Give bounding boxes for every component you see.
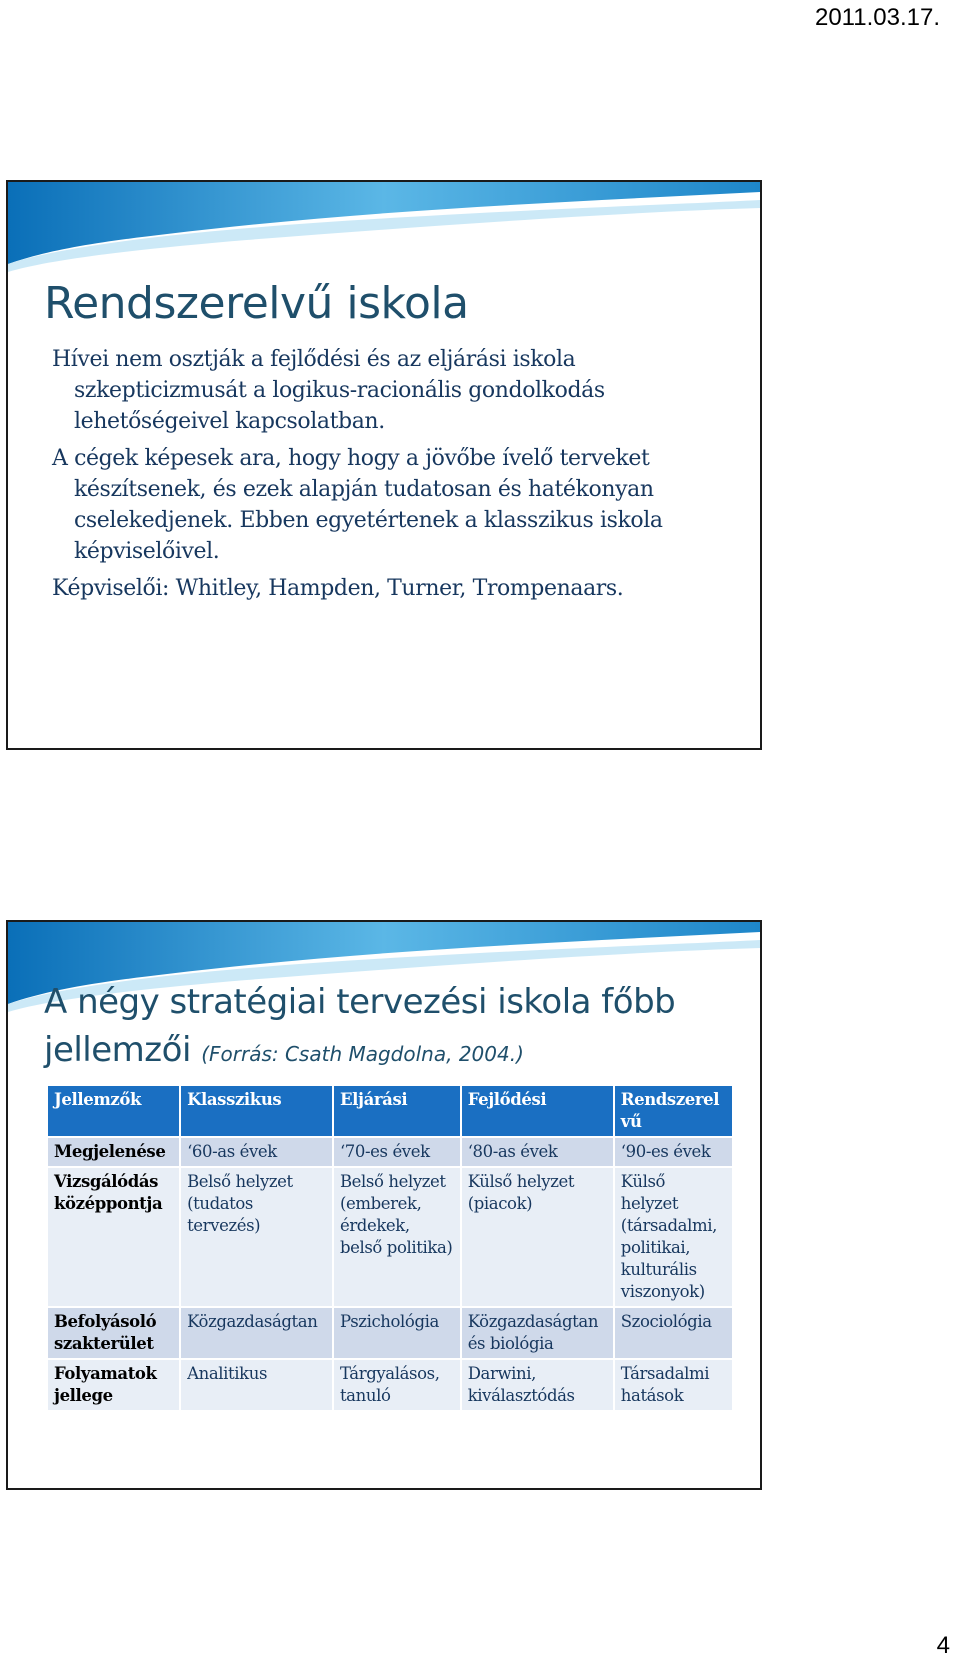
slide-title <box>44 978 724 1078</box>
table-cell: Darwini, kiválasztódás <box>462 1360 613 1410</box>
paragraph: Hívei nem osztják a fejlődési és az eljárási iskola szkepticizmusát a logikus-racionális gondolkodás lehetőségeivel kapcsolatban. <box>52 347 605 434</box>
table-cell: ‘90-es évek <box>615 1138 732 1166</box>
row-header-cell: Befolyásoló szakterület <box>48 1308 179 1358</box>
table-row <box>48 1138 732 1166</box>
table-cell: Belső helyzet (emberek, érdekek, belső politika) <box>334 1168 460 1306</box>
paragraph: Képviselői: Whitley, Hampden, Turner, Trompenaars. <box>52 576 624 601</box>
slide-title-text: A négy stratégiai tervezési iskola főbb jellemzői <box>44 982 676 1070</box>
table-header-row <box>48 1086 732 1136</box>
schools-comparison-table <box>46 1084 734 1412</box>
slide-body <box>52 344 732 610</box>
table-row <box>48 1308 732 1358</box>
row-header-cell: Folyamatok jellege <box>48 1360 179 1410</box>
table-cell: Külső helyzet (társadalmi, politikai, kulturális viszonyok) <box>615 1168 732 1306</box>
column-header: Jellemzők <box>48 1086 179 1136</box>
decorative-wave-header <box>8 182 760 282</box>
table-cell: Közgazdaságtan <box>181 1308 332 1358</box>
table-row <box>48 1168 732 1306</box>
page-number: 4 <box>936 1632 950 1659</box>
table-cell: ‘60-as évek <box>181 1138 332 1166</box>
table-cell: Pszichológia <box>334 1308 460 1358</box>
column-header: Klasszikus <box>181 1086 332 1136</box>
table-cell: ‘80-as évek <box>462 1138 613 1166</box>
table-cell: Analitikus <box>181 1360 332 1410</box>
table-row <box>48 1360 732 1410</box>
row-header-cell: Megjelenése <box>48 1138 179 1166</box>
table-cell: Közgazdaságtan és biológia <box>462 1308 613 1358</box>
column-header: Fejlődési <box>462 1086 613 1136</box>
paragraph: A cégek képesek ara, hogy hogy a jövőbe ívelő terveket készítsenek, és ezek alapján tudatosan és hatékonyan cselekedjenek. Ebben egyetértenek a klasszikus iskola képviselőivel. <box>52 446 663 564</box>
table-cell: Tárgyalásos, tanuló <box>334 1360 460 1410</box>
table-cell: Társadalmi hatások <box>615 1360 732 1410</box>
slide-strategy-schools-table <box>6 920 762 1490</box>
row-header-cell: Vizsgálódás középpontja <box>48 1168 179 1306</box>
table-cell: Külső helyzet (piacok) <box>462 1168 613 1306</box>
slide-title: Rendszerelvű iskola <box>44 278 469 329</box>
source-note: (Forrás: Csath Magdolna, 2004.) <box>201 1042 524 1066</box>
table-cell: ‘70-es évek <box>334 1138 460 1166</box>
table-cell: Belső helyzet (tudatos tervezés) <box>181 1168 332 1306</box>
slide-rendszerelvu-iskola <box>6 180 762 750</box>
page-date: 2011.03.17. <box>814 4 940 31</box>
table-cell: Szociológia <box>615 1308 732 1358</box>
column-header: Eljárási <box>334 1086 460 1136</box>
column-header: Rendszerel vű <box>615 1086 732 1136</box>
